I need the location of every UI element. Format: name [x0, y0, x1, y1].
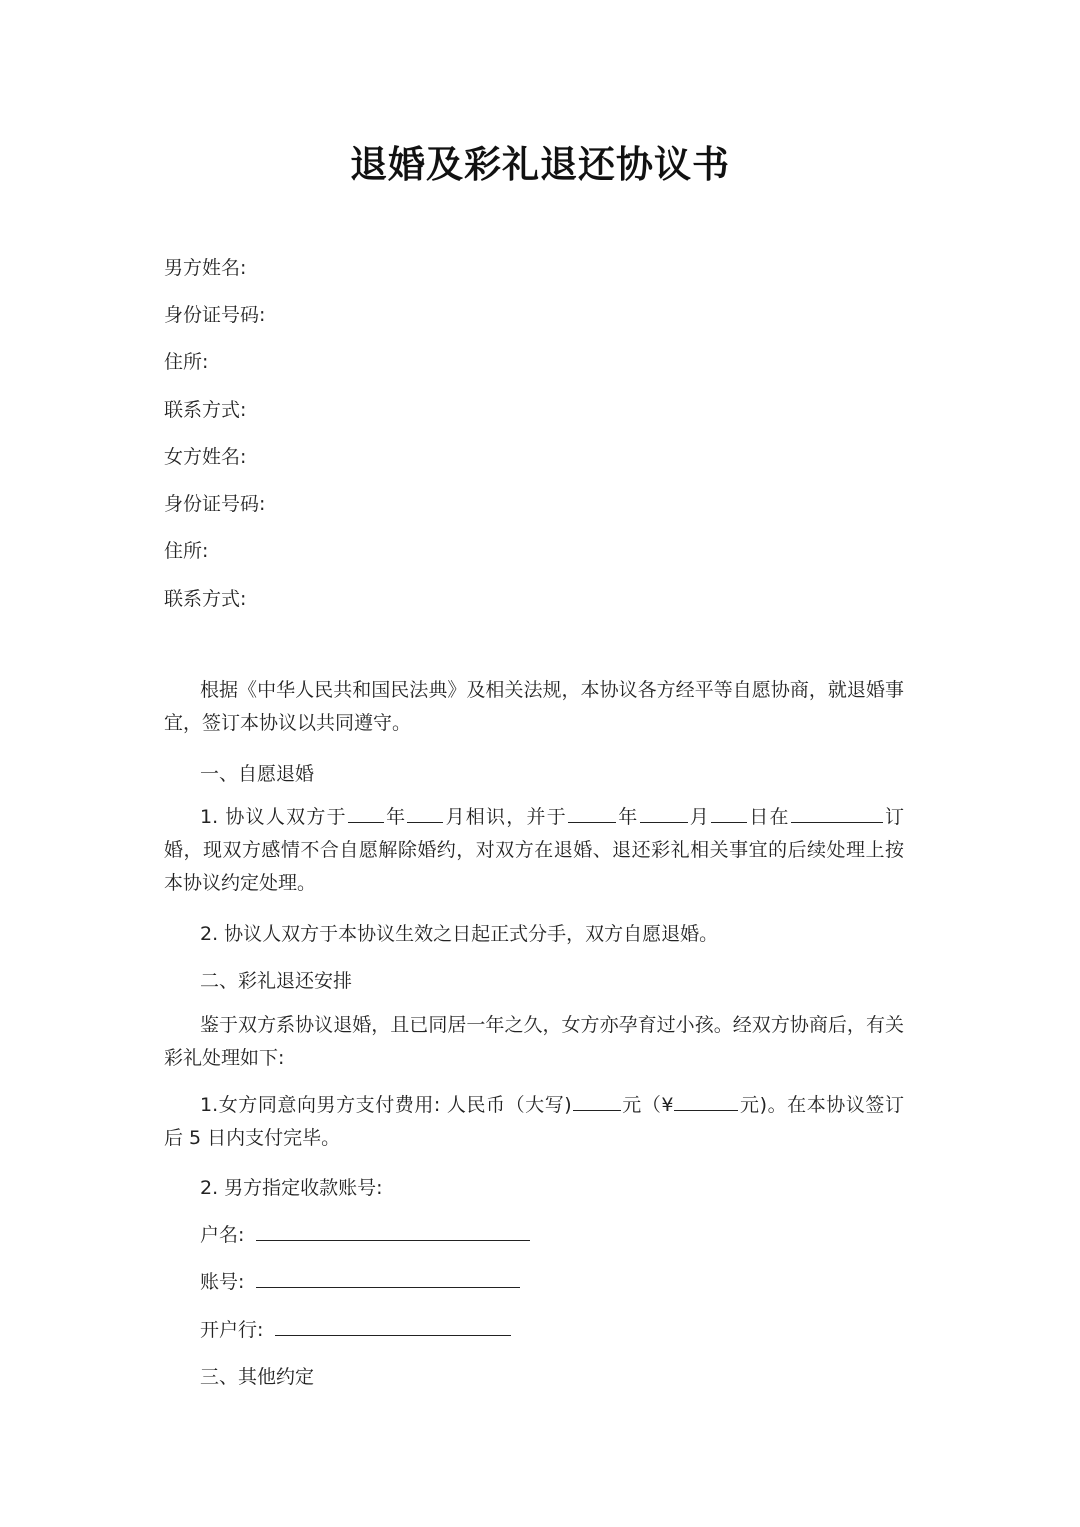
item1-text-g: 订: [883, 806, 904, 828]
male-contact-field: 联系方式:: [164, 399, 247, 421]
payment-text-a: 1.女方同意向男方支付费用: 人民币（大写): [200, 1094, 572, 1116]
female-address-field: 住所:: [164, 540, 209, 562]
blank-year-met: [348, 802, 384, 823]
account-bank-label: 开户行:: [200, 1319, 264, 1341]
account-number-row: [200, 1267, 521, 1294]
item1-text-a: 1. 协议人双方于: [200, 806, 347, 828]
male-address-field: 住所:: [164, 351, 209, 373]
section2-item1: [164, 1089, 904, 1155]
section1-item1: [164, 801, 904, 900]
payment-text-rest: 订后 5 日内支付完毕。: [164, 1094, 904, 1149]
account-number-label: 账号:: [200, 1271, 245, 1293]
document-title: 退婚及彩礼退还协议书: [350, 143, 730, 186]
blank-account-bank: [275, 1315, 511, 1336]
item1-text-e: 月: [688, 806, 710, 828]
blank-month-engaged: [640, 802, 688, 823]
blank-account-number: [256, 1267, 520, 1288]
section1-item2: 2. 协议人双方于本协议生效之日起正式分手，双方自愿退婚。: [200, 923, 719, 945]
section2-heading: 二、彩礼退还安排: [200, 970, 353, 992]
item1-text-b: 年: [384, 806, 407, 828]
account-name-row: [200, 1220, 531, 1247]
blank-account-name: [256, 1220, 530, 1241]
blank-day-engaged: [711, 802, 747, 823]
blank-engagement-place: [791, 802, 883, 823]
account-name-label: 户名:: [200, 1224, 245, 1246]
payment-text-b: 元（¥: [621, 1094, 674, 1116]
male-name-field: 男方姓名:: [164, 257, 247, 279]
female-id-field: 身份证号码:: [164, 493, 266, 515]
blank-year-engaged: [568, 802, 616, 823]
item1-text-f: 日在: [747, 806, 790, 828]
item1-text-c: 月相识，并于: [444, 806, 568, 828]
blank-amount-words: [573, 1090, 621, 1111]
payment-text-c: 元)。在本协议签: [739, 1094, 885, 1116]
preamble-paragraph: 根据《中华人民共和国民法典》及相关法规，本协议各方经平等自愿协商，就退婚事宜，签订本协议以共同遵守。: [164, 679, 904, 734]
blank-month-met: [407, 802, 443, 823]
section2-intro: 鉴于双方系协议退婚，且已同居一年之久，女方亦孕育过小孩。经双方协商后，有关彩礼处理如下:: [164, 1014, 904, 1069]
item1-text-d: 年: [617, 806, 639, 828]
account-bank-row: [200, 1315, 512, 1342]
male-id-field: 身份证号码:: [164, 304, 266, 326]
female-name-field: 女方姓名:: [164, 446, 247, 468]
item1-text-rest: 婚，现双方感情不合自愿解除婚约，对双方在退婚、退还彩礼相关事宜的后续处理上按本协议约定处理。: [164, 839, 904, 894]
female-contact-field: 联系方式:: [164, 588, 247, 610]
section2-item2: 2. 男方指定收款账号:: [200, 1177, 383, 1199]
section1-heading: 一、自愿退婚: [200, 763, 315, 785]
section3-heading: 三、其他约定: [200, 1366, 315, 1388]
blank-amount-number: [674, 1090, 738, 1111]
